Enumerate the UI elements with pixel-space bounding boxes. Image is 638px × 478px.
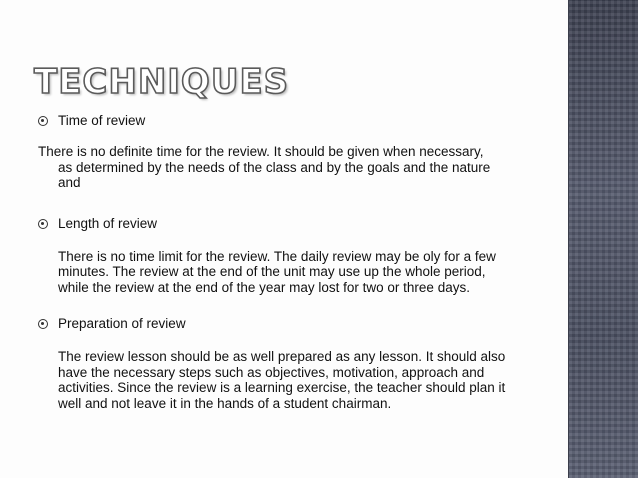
paragraph-line: activities. Since the review is a learning exercise, the teacher should plan it	[58, 380, 506, 395]
paragraph-preparation-of-review	[36, 349, 536, 411]
paragraph-time-of-review	[36, 144, 536, 191]
paragraph-line: while the review at the end of the year may lost for two or three days.	[58, 279, 470, 295]
paragraph-line: as determined by the needs of the class and by the goals and the nature	[58, 159, 491, 175]
paragraph-line: There is no definite time for the review. It should be given when necessary,	[38, 144, 484, 159]
circled-dot-bullet-icon	[38, 116, 48, 126]
paragraph-line: minutes. The review at the end of the unit may use up the whole period,	[58, 264, 486, 279]
bullet-heading: Length of review	[58, 215, 158, 231]
paragraph-line: and	[58, 175, 81, 190]
circled-dot-bullet-icon	[38, 319, 48, 329]
decorative-side-band	[568, 0, 638, 478]
slide-content	[36, 112, 536, 411]
bullet-heading: Time of review	[58, 113, 146, 128]
circled-dot-bullet-icon	[38, 219, 48, 229]
paragraph-length-of-review	[36, 249, 536, 296]
paragraph-line: There is no time limit for the review. The daily review may be oly for a few	[58, 248, 496, 264]
bullet-heading: Preparation of review	[58, 316, 186, 331]
paragraph-line: have the necessary steps such as objectives, motivation, approach and	[58, 364, 485, 380]
paragraph-line: The review lesson should be as well prepared as any lesson. It should also	[58, 349, 506, 364]
bullet-length-of-review	[36, 215, 536, 233]
bullet-time-of-review	[36, 112, 536, 130]
paragraph-line: well and not leave it in the hands of a student chairman.	[58, 395, 392, 411]
slide-title: TECHNIQUES	[34, 62, 290, 102]
bullet-preparation-of-review	[36, 315, 536, 333]
